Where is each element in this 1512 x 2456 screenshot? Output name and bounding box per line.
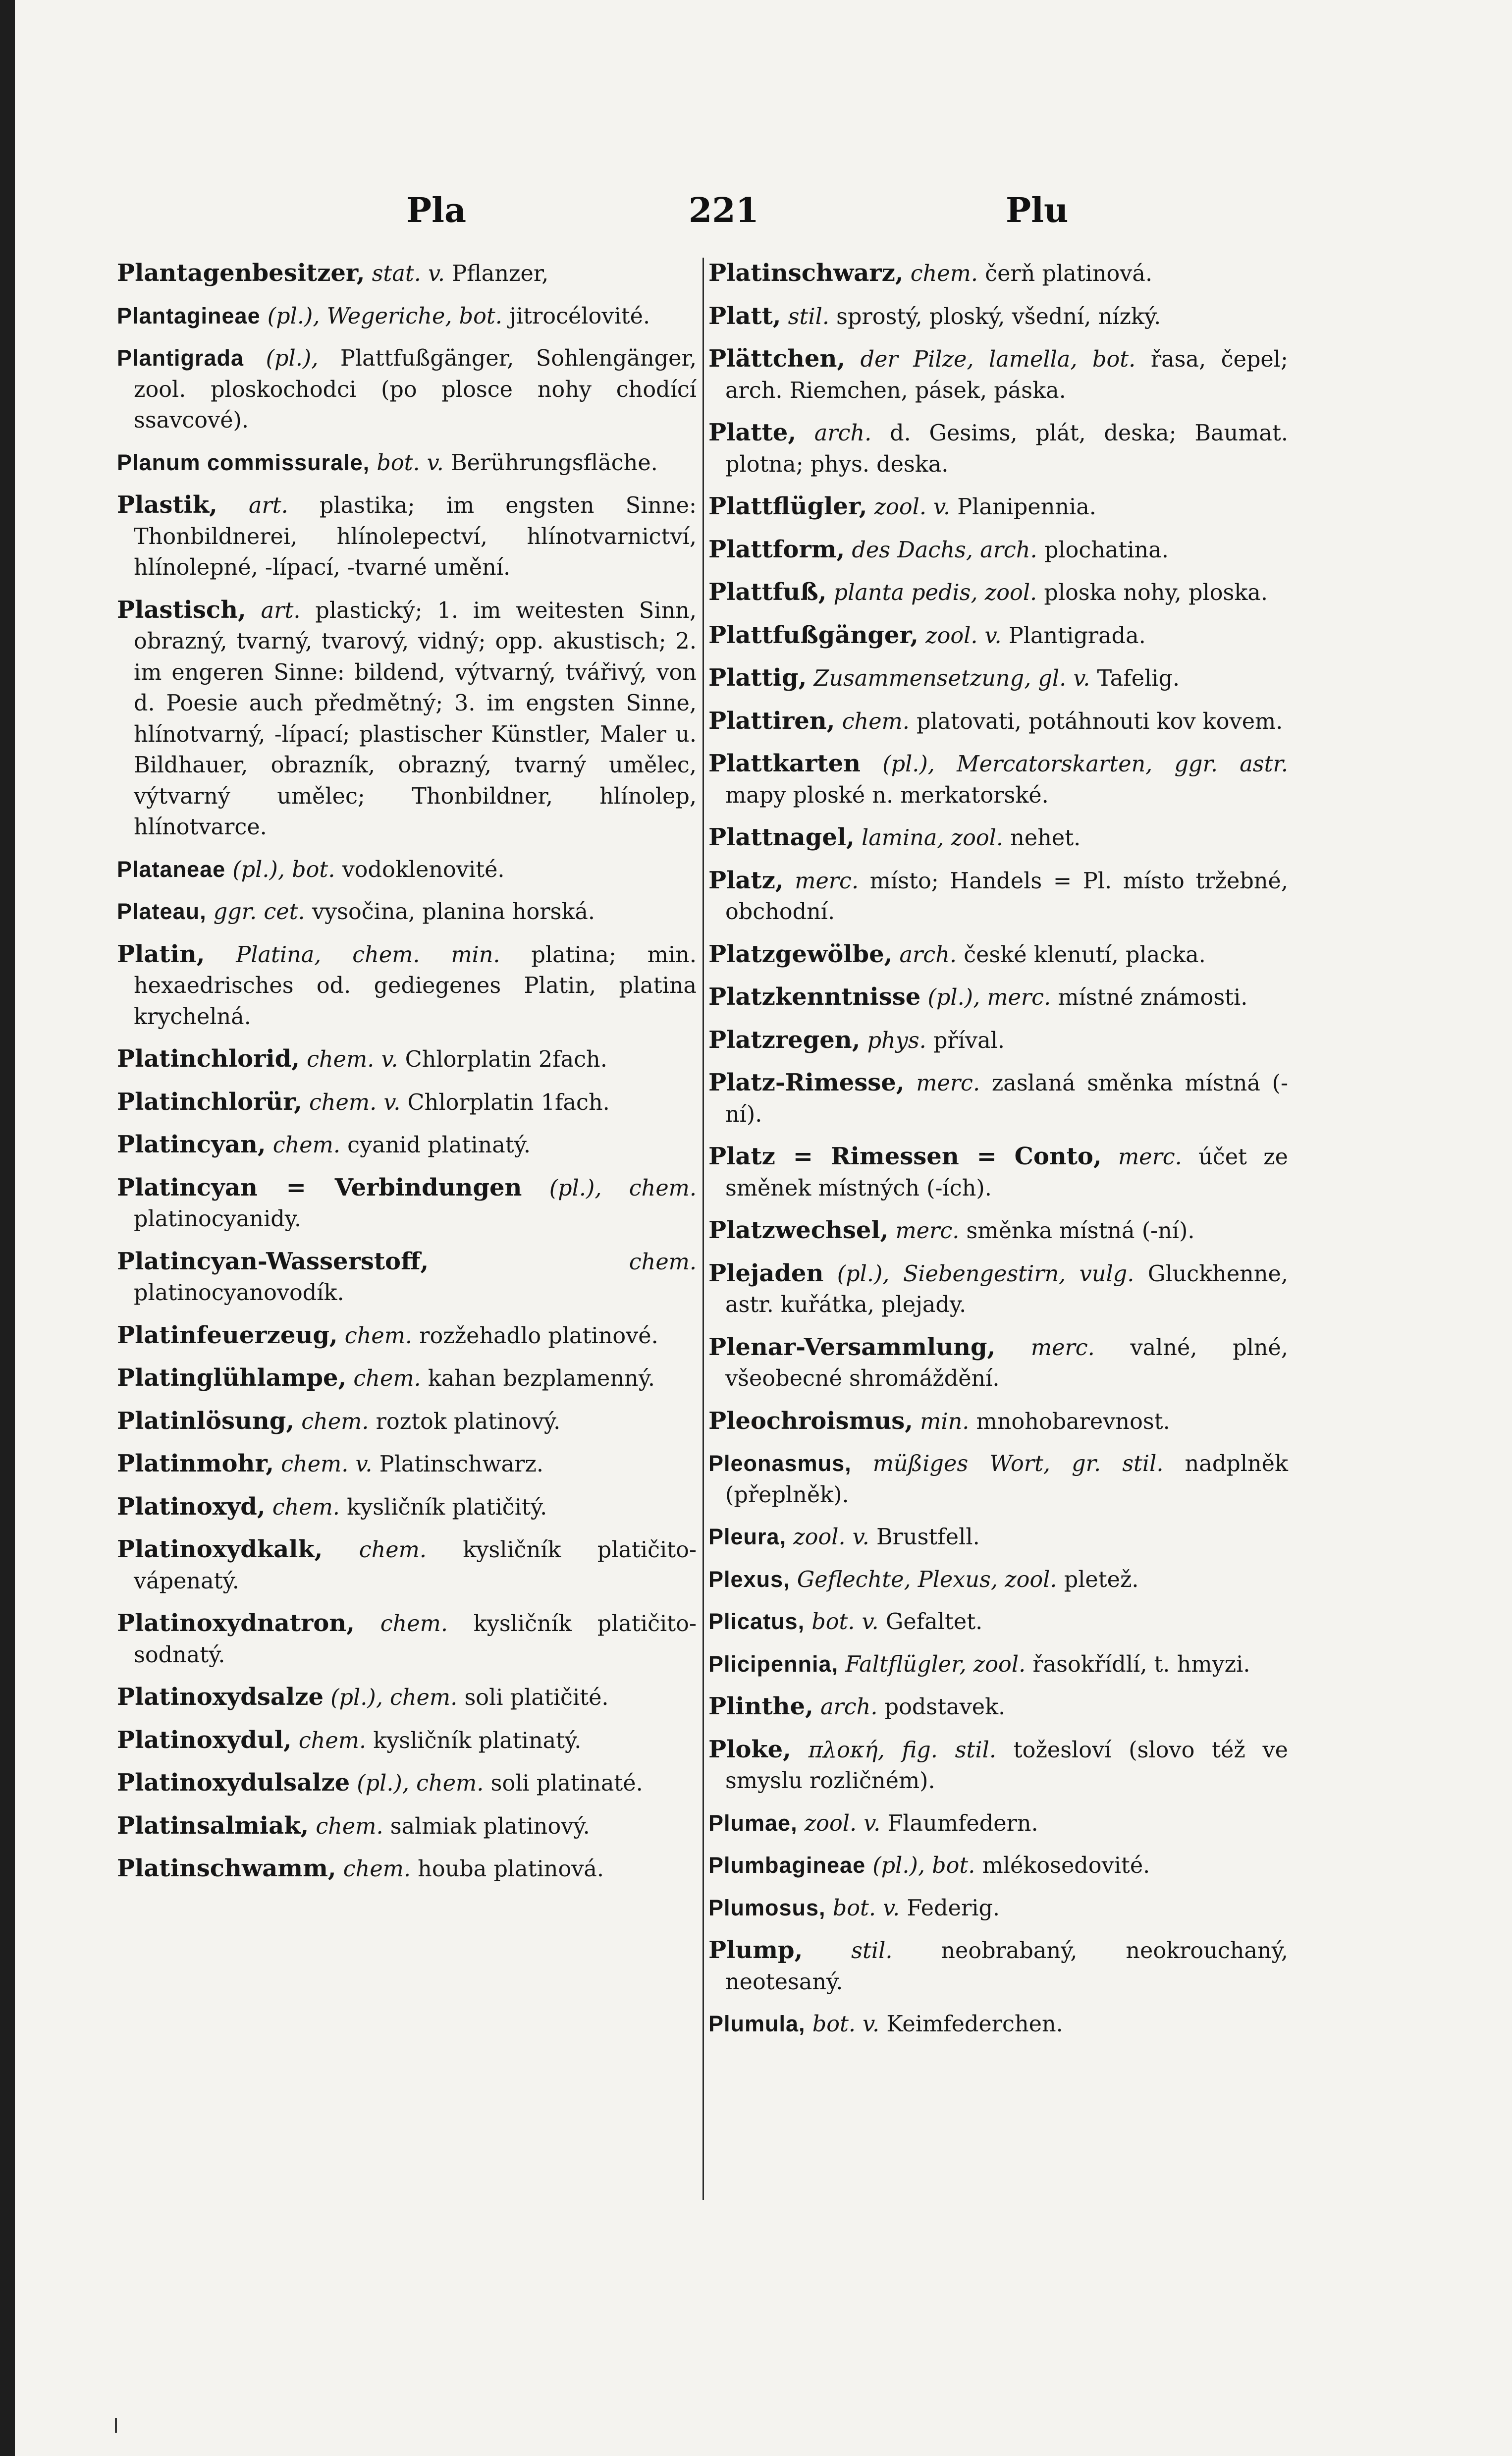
entry-headword: Platt, — [708, 302, 781, 330]
dictionary-entry — [708, 258, 1288, 290]
dictionary-entry — [117, 258, 697, 290]
entry-label: planta pedis, zool. — [833, 580, 1037, 605]
dictionary-entry — [708, 343, 1288, 406]
entry-definition: Chlorplatin 1fach. — [407, 1090, 610, 1115]
entry-headword: Platz, — [708, 866, 784, 894]
entry-definition: podstavek. — [884, 1694, 1006, 1720]
entry-headword: Platinoxydsalze — [117, 1683, 324, 1711]
entry-label: stil. — [851, 1938, 893, 1964]
entry-headword: Plattnagel, — [708, 823, 855, 851]
entry-label: (pl.), merc. — [927, 985, 1051, 1010]
entry-headword: Platinoxydnatron, — [117, 1609, 355, 1637]
entry-headword: Platinchlorid, — [117, 1045, 300, 1073]
entry-definition: kahan bezplamenný. — [428, 1366, 655, 1391]
dictionary-entry — [708, 1141, 1288, 1204]
entry-headword: Ploke, — [708, 1735, 791, 1763]
entry-headword: Platinmohr, — [117, 1450, 274, 1477]
dictionary-entry — [708, 620, 1288, 652]
dictionary-entry — [117, 1725, 697, 1757]
entry-label: arch. — [899, 942, 957, 968]
entry-headword: Plenar-Versammlung, — [708, 1333, 996, 1361]
entry-headword: Plattiren, — [708, 707, 835, 735]
dictionary-entry — [708, 1025, 1288, 1057]
entry-definition: soli platičité. — [464, 1685, 609, 1710]
entry-label: merc. — [895, 1218, 960, 1244]
dictionary-entry — [708, 1734, 1288, 1797]
dictionary-entry — [117, 1682, 697, 1714]
entry-headword: Platinsalmiak, — [117, 1811, 309, 1840]
entry-headword: Platzkenntnisse — [708, 983, 921, 1011]
entry-headword: Plattform, — [708, 535, 845, 563]
entry-headword: Pleura, — [708, 1524, 787, 1549]
entry-definition: Flaumfedern. — [887, 1810, 1038, 1836]
entry-headword: Plantagineae — [117, 303, 261, 328]
page-number: 221 — [689, 191, 759, 230]
dictionary-entry — [708, 1935, 1288, 1998]
dictionary-entry — [708, 1893, 1288, 1924]
entry-label: chem. — [301, 1409, 369, 1434]
entry-headword: Platincyan, — [117, 1131, 266, 1158]
entry-headword: Plättchen, — [708, 345, 846, 373]
entry-label: phys. — [867, 1028, 926, 1053]
entry-label: des Dachs, arch. — [852, 537, 1037, 563]
entry-headword: Plumae, — [708, 1810, 798, 1836]
dictionary-entry — [117, 1246, 697, 1309]
entry-label: chem. v. — [309, 1090, 401, 1115]
entry-headword: Plantigrada — [117, 345, 244, 371]
dictionary-entry — [708, 1649, 1288, 1681]
dictionary-entry — [117, 301, 697, 332]
entry-headword: Platincyan = Verbindungen — [117, 1173, 522, 1201]
entry-label: ggr. cet. — [213, 899, 305, 925]
entry-headword: Platinglühlampe, — [117, 1364, 347, 1392]
entry-headword: Plinthe, — [708, 1692, 813, 1720]
entry-definition: salmiak platinový. — [390, 1813, 590, 1839]
entry-definition: Planipennia. — [957, 494, 1096, 520]
dictionary-entry — [117, 1853, 697, 1885]
entry-headword: Plantagenbesitzer, — [117, 259, 365, 287]
entry-headword: Plejaden — [708, 1259, 824, 1287]
entry-headword: Platzwechsel, — [708, 1216, 889, 1244]
entry-definition: kysličník platičito-sodnatý. — [134, 1611, 697, 1668]
entry-label: chem. — [380, 1611, 448, 1637]
dictionary-entry — [117, 1320, 697, 1352]
entry-label: (pl.), bot. — [232, 857, 335, 882]
entry-definition: houba platinová. — [418, 1856, 604, 1882]
entry-headword: Pleochroismus, — [708, 1407, 913, 1435]
dictionary-entry — [117, 1608, 697, 1671]
entry-headword: Plattflügler, — [708, 492, 867, 520]
entry-headword: Platinschwarz, — [708, 259, 904, 287]
dictionary-entry — [117, 1043, 697, 1076]
entry-label: lamina, zool. — [861, 825, 1004, 851]
entry-label: art. — [261, 598, 301, 623]
entry-headword: Platzregen, — [708, 1026, 861, 1054]
dictionary-entry — [708, 577, 1288, 609]
entry-definition: Plantigrada. — [1008, 623, 1146, 649]
entry-definition: soli platinaté. — [490, 1771, 643, 1796]
entry-label: zool. v. — [925, 623, 1002, 649]
entry-headword: Plattkarten — [708, 750, 861, 777]
entry-definition: Plattfußgänger, Sohlengänger, zool. ploskochodci (po plosce nohy chodící ssavcové). — [134, 346, 697, 433]
entry-headword: Plataneae — [117, 856, 226, 882]
entry-label: arch. — [820, 1694, 878, 1720]
entry-label: (pl.), chem. — [549, 1175, 697, 1201]
entry-label: chem. — [316, 1813, 383, 1839]
entry-definition: ploska nohy, ploska. — [1044, 580, 1268, 605]
running-head-right: Plu — [1006, 191, 1069, 230]
dictionary-entry — [708, 1406, 1288, 1438]
entry-definition: místo; Handels = Pl. místo tržebné, obchodní. — [725, 868, 1289, 925]
entry-headword: Platin, — [117, 940, 205, 968]
entry-headword: Plastik, — [117, 491, 217, 519]
entry-definition: d. Gesims, plát, deska; Baumat. plotna; phys. deska. — [725, 421, 1288, 477]
entry-definition: Pflanzer, — [452, 261, 549, 286]
entry-definition: kysličník platičito-vápenatý. — [134, 1537, 697, 1594]
entry-label: zool. v. — [793, 1525, 869, 1550]
entry-label: (pl.), Wegeriche, bot. — [267, 303, 502, 329]
entry-headword: Platinoxydul, — [117, 1726, 292, 1754]
dictionary-entry — [117, 854, 697, 886]
dictionary-entry — [708, 1332, 1288, 1395]
dictionary-entry — [708, 706, 1288, 738]
entry-label: merc. — [916, 1071, 980, 1096]
entry-headword: Plumosus, — [708, 1895, 826, 1920]
entry-definition: plastika; im engsten Sinne: Thonbildnerei, hlínolepectví, hlínotvarnictví, hlínolepné, -lípací, -tvarné umění. — [134, 493, 697, 580]
entry-label: Zusammensetzung, gl. v. — [813, 666, 1090, 691]
entry-definition: mnohobarevnost. — [976, 1409, 1170, 1434]
dictionary-entry — [708, 1067, 1288, 1130]
entry-headword: Platinoxyd, — [117, 1492, 266, 1521]
dictionary-entry — [708, 662, 1288, 695]
entry-headword: Plastisch, — [117, 596, 246, 624]
entry-label: chem. — [910, 261, 978, 286]
entry-headword: Plicatus, — [708, 1609, 805, 1634]
running-head-left: Pla — [406, 191, 467, 230]
entry-definition: kysličník platičitý. — [347, 1494, 547, 1520]
entry-definition: pletež. — [1064, 1567, 1139, 1592]
entry-definition: řasa, čepel; arch. Riemchen, pásek, páska. — [725, 347, 1288, 403]
entry-label: art. — [248, 493, 288, 518]
entry-headword: Plumbagineae — [708, 1853, 866, 1878]
entry-headword: Plattfuß, — [708, 578, 827, 606]
entry-label: min. — [920, 1409, 970, 1434]
entry-headword: Plateau, — [117, 899, 207, 924]
entry-label: chem. — [272, 1494, 340, 1520]
entry-definition: platinocyanidy. — [134, 1206, 302, 1232]
entry-definition: roztok platinový. — [376, 1409, 561, 1434]
running-head — [89, 191, 1268, 245]
entry-label: zool. v. — [874, 494, 951, 520]
entry-label: (pl.), chem. — [357, 1771, 484, 1796]
entry-definition: plastický; 1. im weitesten Sinn, obrazný, tvarný, tvarový, vidný; opp. akustisch; 2. im engeren Sinne: bildend, výtvarný, tvářivý, von d. Poesie auch předmětný; 3. im engsten Sinne, hlínotvarný, -lípací; plastischer Künstler, Maler u. Bildhauer, obrazník, obrazný, tvarný umělec, výtvarný umělec; Thonbildner, hlínolep, hlínotvarce. — [134, 598, 697, 840]
dictionary-entry — [117, 1087, 697, 1119]
entry-headword: Platinschwamm, — [117, 1855, 336, 1882]
entry-headword: Plattfußgänger, — [708, 621, 918, 649]
entry-headword: Platinoxydulsalze — [117, 1769, 350, 1797]
dictionary-entry — [708, 2009, 1288, 2040]
entry-definition: Berührungsfläche. — [450, 450, 658, 476]
dictionary-entry — [708, 1522, 1288, 1553]
entry-definition: vysočina, planina horská. — [312, 899, 595, 925]
entry-label: (pl.), chem. — [330, 1685, 458, 1710]
dictionary-entry — [708, 491, 1288, 523]
entry-definition: cyanid platinatý. — [347, 1133, 531, 1158]
entry-headword: Plicipennia, — [708, 1651, 839, 1677]
entry-definition: vodoklenovité. — [342, 857, 505, 882]
entry-headword: Platz = Rimessen = Conto, — [708, 1143, 1102, 1170]
dictionary-entry — [117, 1767, 697, 1800]
entry-definition: Platinschwarz. — [379, 1452, 544, 1477]
dictionary-entry — [117, 1129, 697, 1161]
dictionary-entry — [708, 534, 1288, 566]
dictionary-entry — [708, 1448, 1288, 1511]
entry-label: merc. — [795, 868, 859, 894]
entry-headword: Planum commissurale, — [117, 449, 370, 475]
entry-headword: Pleonasmus, — [708, 1451, 852, 1476]
entry-label: zool. v. — [804, 1810, 881, 1836]
entry-label: chem. — [298, 1728, 367, 1753]
dictionary-entry — [708, 1606, 1288, 1638]
dictionary-entry — [708, 417, 1288, 480]
entry-label: müßiges Wort, gr. stil. — [872, 1451, 1164, 1476]
entry-definition: Tafelig. — [1097, 666, 1180, 691]
dictionary-entry — [708, 939, 1288, 971]
dictionary-entry — [117, 1534, 697, 1597]
entry-definition: mapy ploské n. merkatorské. — [725, 782, 1049, 808]
entry-label: chem. — [842, 709, 910, 734]
dictionary-entry — [117, 490, 697, 584]
entry-label: der Pilze, lamella, bot. — [860, 347, 1136, 372]
dictionary-entry — [117, 1406, 697, 1438]
dictionary-entry — [117, 896, 697, 928]
entry-definition: platina; min. hexaedrisches od. gediegenes Platin, platina krychelná. — [134, 942, 697, 1030]
entry-definition: rozžehadlo platinové. — [419, 1323, 658, 1349]
entry-definition: Gefaltet. — [885, 1609, 983, 1635]
entry-label: Faltflügler, zool. — [845, 1651, 1026, 1677]
entry-label: bot. v. — [832, 1895, 900, 1921]
dictionary-entry — [708, 822, 1288, 854]
book-binding-edge — [0, 0, 15, 2456]
entry-headword: Plump, — [708, 1936, 803, 1964]
dictionary-entry — [117, 1448, 697, 1480]
entry-label: merc. — [1118, 1145, 1182, 1170]
entry-definition: české klenutí, placka. — [964, 942, 1206, 968]
entry-definition: příval. — [933, 1028, 1005, 1053]
dictionary-entry — [117, 1491, 697, 1524]
entry-label: Geflechte, Plexus, zool. — [797, 1567, 1057, 1592]
entry-label: (pl.), Mercatorskarten, ggr. astr. — [882, 752, 1288, 777]
entry-label: chem. v. — [307, 1047, 398, 1072]
dictionary-entry — [117, 1363, 697, 1395]
entry-headword: Plumula, — [708, 2011, 806, 2036]
entry-definition: zaslaná směnka místná (-ní). — [725, 1071, 1288, 1127]
entry-headword: Platzgewölbe, — [708, 940, 893, 968]
entry-label: πλοκή, fig. stil. — [808, 1737, 996, 1763]
entry-label: chem. — [343, 1856, 411, 1882]
left-column — [117, 258, 697, 1896]
dictionary-entry — [708, 748, 1288, 811]
entry-label: chem. — [353, 1366, 421, 1391]
entry-definition: řasokřídlí, t. hmyzi. — [1032, 1651, 1250, 1677]
entry-headword: Platz-Rimesse, — [708, 1069, 905, 1096]
entry-label: stat. v. — [372, 261, 445, 286]
dictionary-entry — [708, 1258, 1288, 1321]
entry-label: chem. — [344, 1323, 413, 1349]
dictionary-entry — [708, 1564, 1288, 1596]
dictionary-entry — [117, 1810, 697, 1843]
dictionary-entry — [117, 343, 697, 437]
dictionary-entry — [708, 1215, 1288, 1247]
dictionary-entry — [708, 301, 1288, 333]
entry-label: bot. v. — [377, 450, 444, 476]
entry-definition: směnka místná (-ní). — [966, 1218, 1195, 1244]
entry-label: Platina, chem. min. — [236, 942, 500, 968]
dictionary-entry — [117, 939, 697, 1033]
dictionary-entry — [708, 1691, 1288, 1723]
entry-label: chem. v. — [281, 1452, 373, 1477]
entry-definition: nadplněk (přeplněk). — [725, 1451, 1288, 1508]
entry-definition: Brustfell. — [876, 1525, 980, 1550]
entry-label: chem. — [359, 1537, 427, 1563]
entry-definition: místné známosti. — [1058, 985, 1248, 1010]
entry-label: bot. v. — [811, 1609, 879, 1635]
entry-headword: Platte, — [708, 419, 797, 446]
entry-headword: Plexus, — [708, 1566, 790, 1592]
dictionary-entry — [117, 595, 697, 843]
entry-definition: jitrocélovité. — [509, 303, 650, 329]
entry-definition: Chlorplatin 2fach. — [405, 1047, 607, 1072]
entry-definition: sprostý, ploský, všední, nízký. — [836, 304, 1161, 329]
margin-mark — [115, 2418, 117, 2433]
entry-headword: Platinfeuerzeug, — [117, 1321, 338, 1349]
entry-definition: tožesloví (slovo též ve smyslu rozličném). — [725, 1737, 1288, 1794]
dictionary-entry — [708, 1808, 1288, 1840]
entry-definition: mlékosedovité. — [982, 1853, 1150, 1878]
right-column — [708, 258, 1288, 2051]
entry-headword: Platincyan-Wasserstoff, — [117, 1247, 429, 1275]
entry-definition: neobrabaný, neokrouchaný, neotesaný. — [725, 1938, 1288, 1995]
entry-definition: platovati, potáhnouti kov kovem. — [917, 709, 1283, 734]
entry-headword: Platinchlorür, — [117, 1088, 302, 1116]
entry-headword: Platinlösung, — [117, 1407, 295, 1435]
entry-definition: Gluckhenne, astr. kuřátka, plejady. — [725, 1261, 1288, 1317]
entry-headword: Plattig, — [708, 664, 807, 692]
entry-label: merc. — [1030, 1335, 1095, 1361]
entry-definition: kysličník platinatý. — [373, 1728, 582, 1753]
entry-definition: Federig. — [907, 1895, 1000, 1921]
column-divider — [702, 258, 704, 2200]
entry-label: (pl.), bot. — [872, 1853, 975, 1878]
entry-definition: platinocyanovodík. — [134, 1280, 344, 1306]
dictionary-entry — [708, 982, 1288, 1014]
entry-label: (pl.), Siebengestirn, vulg. — [837, 1261, 1134, 1287]
dictionary-entry — [708, 1850, 1288, 1882]
entry-definition: nehet. — [1010, 825, 1081, 851]
entry-definition: Keimfederchen. — [886, 2012, 1063, 2037]
entry-headword: Platinoxydkalk, — [117, 1535, 323, 1563]
dictionary-entry — [117, 447, 697, 479]
entry-definition: čerň platinová. — [985, 261, 1153, 286]
entry-label: chem. — [629, 1249, 697, 1275]
entry-definition: účet ze směnek místných (-ích). — [725, 1145, 1288, 1201]
entry-definition: plochatina. — [1044, 537, 1169, 563]
entry-label: stil. — [788, 304, 829, 329]
entry-label: (pl.), — [266, 346, 319, 371]
dictionary-entry — [117, 1172, 697, 1235]
entry-label: arch. — [814, 421, 872, 446]
entry-label: chem. — [272, 1133, 340, 1158]
entry-label: bot. v. — [812, 2012, 880, 2037]
dictionary-entry — [708, 865, 1288, 928]
entry-definition: valné, plné, všeobecné shromáždění. — [725, 1335, 1288, 1391]
